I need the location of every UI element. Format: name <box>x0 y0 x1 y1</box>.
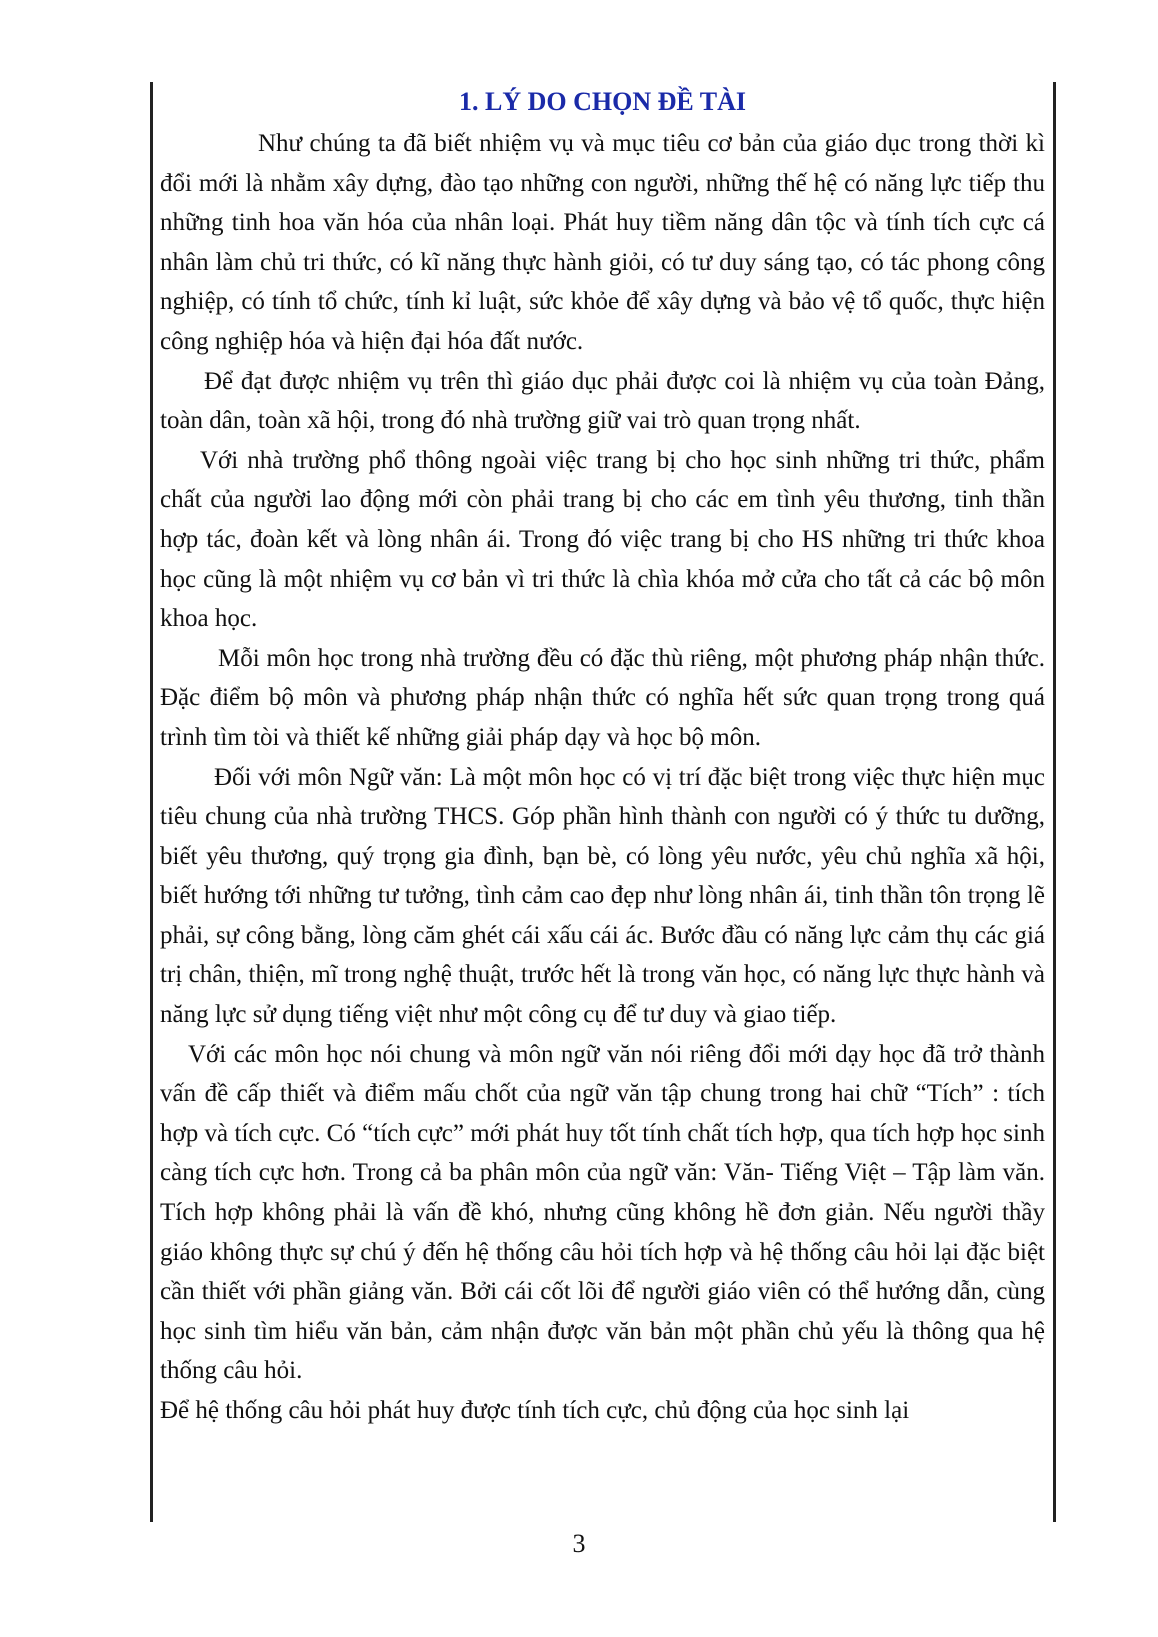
page-border-right <box>1053 82 1056 1522</box>
paragraph-2: Để đạt được nhiệm vụ trên thì giáo dục phải được coi là nhiệm vụ của toàn Đảng, toàn dân, toàn xã hội, trong đó nhà trường giữ vai trò quan trọng nhất. <box>160 367 1045 435</box>
section-title: 1. LÝ DO CHỌN ĐỀ TÀI <box>458 87 746 116</box>
paragraph-5: Đối với môn Ngữ văn: Là một môn học có vị trí đặc biệt trong việc thực hiện mục tiêu chung của nhà trường THCS. Góp phần hình thành con người có ý thức tu dưỡng, biết yêu thương, quý trọng gia đình, bạn bè, có lòng yêu nước, yêu chủ nghĩa xã hội, biết hướng tới những tư tưởng, tình cảm cao đẹp như lòng nhân ái, tinh thần tôn trọng lẽ phải, sự công bằng, lòng căm ghét cái xấu cái ác. Bước đầu có năng lực cảm thụ các giá trị chân, thiện, mĩ trong nghệ thuật, trước hết là trong văn học, có năng lực thực hành và năng lực sử dụng tiếng việt như một công cụ để tư duy và giao tiếp. <box>160 763 1045 1029</box>
page-number: 3 <box>572 1529 586 1558</box>
page-content <box>160 84 1045 1431</box>
paragraph-3: Với nhà trường phổ thông ngoài việc trang bị cho học sinh những tri thức, phẩm chất của người lao động mới còn phải trang bị cho các em tình yêu thương, tinh thần hợp tác, đoàn kết và lòng nhân ái. Trong đó việc trang bị cho HS những tri thức khoa học cũng là một nhiệm vụ cơ bản vì tri thức là chìa khóa mở cửa cho tất cả các bộ môn khoa học. <box>160 446 1045 633</box>
page-border-left <box>150 82 153 1522</box>
paragraph-7: Để hệ thống câu hỏi phát huy được tính tích cực, chủ động của học sinh lại <box>160 1397 910 1424</box>
paragraph-4: Mỗi môn học trong nhà trường đều có đặc thù riêng, một phương pháp nhận thức. Đặc điểm bộ môn và phương pháp nhận thức có nghĩa hết sức quan trọng trong quá trình tìm tòi và thiết kế những giải pháp dạy và học bộ môn. <box>160 644 1045 751</box>
paragraph-6: Với các môn học nói chung và môn ngữ văn nói riêng đổi mới dạy học đã trở thành vấn đề cấp thiết và điểm mấu chốt của ngữ văn tập chung trong hai chữ “Tích” : tích hợp và tích cực. Có “tích cực” mới phát huy tốt tính chất tích hợp, qua tích hợp học sinh càng tích cực hơn. Trong cả ba phân môn của ngữ văn: Văn- Tiếng Việt – Tập làm văn. Tích hợp không phải là vấn đề khó, nhưng cũng không hề đơn giản. Nếu người thầy giáo không thực sự chú ý đến hệ thống câu hỏi tích hợp và hệ thống câu hỏi lại đặc biệt cần thiết với phần giảng văn. Bởi cái cốt lõi để người giáo viên có thể hướng dẫn, cùng học sinh tìm hiểu văn bản, cảm nhận được văn bản một phần chủ yếu là thông qua hệ thống câu hỏi. <box>160 1040 1045 1385</box>
paragraph-1: Như chúng ta đã biết nhiệm vụ và mục tiêu cơ bản của giáo dục trong thời kì đổi mới là nhằm xây dựng, đào tạo những con người, những thế hệ có năng lực tiếp thu những tinh hoa văn hóa của nhân loại. Phát huy tiềm năng dân tộc và tính tích cực cá nhân làm chủ tri thức, có kĩ năng thực hành giỏi, có tư duy sáng tạo, có tác phong công nghiệp, có tính tổ chức, tính kỉ luật, sức khỏe để xây dựng và bảo vệ tổ quốc, thực hiện công nghiệp hóa và hiện đại hóa đất nước. <box>160 130 1045 355</box>
